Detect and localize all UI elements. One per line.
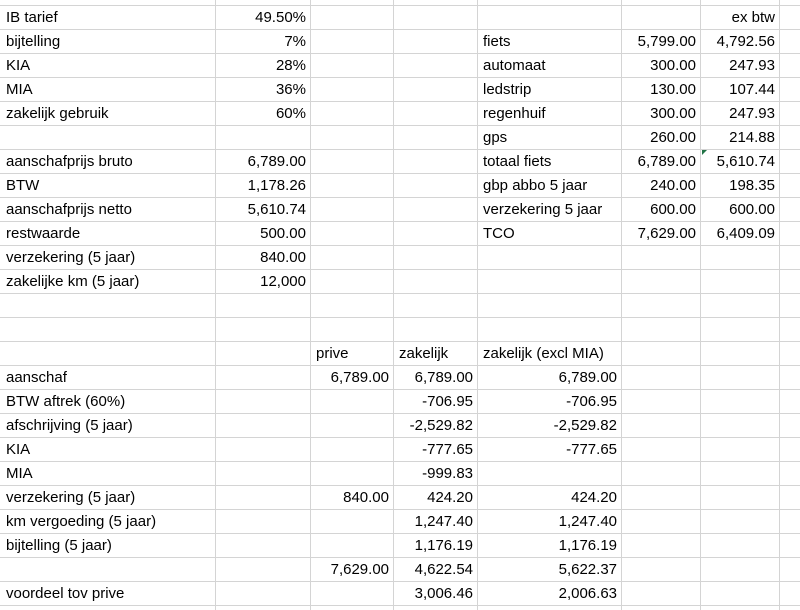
header-zakelijk-excl[interactable]: zakelijk (excl MIA): [483, 345, 604, 362]
comparison-label[interactable]: KIA: [6, 441, 31, 458]
cost-excl[interactable]: 600.00: [729, 201, 775, 218]
cost-incl[interactable]: 130.00: [650, 81, 696, 98]
param-label[interactable]: [0, 126, 215, 150]
comparison-label[interactable]: aanschaf: [6, 369, 67, 386]
cost-label[interactable]: automaat: [483, 57, 546, 74]
param-label[interactable]: aanschafprijs bruto: [6, 153, 133, 170]
cost-excl[interactable]: 214.88: [729, 129, 775, 146]
param-value[interactable]: 840.00: [260, 249, 306, 266]
cost-label[interactable]: totaal fiets: [483, 153, 552, 170]
prive-value[interactable]: [310, 582, 393, 606]
cost-incl[interactable]: 240.00: [650, 177, 696, 194]
cost-label[interactable]: regenhuif: [483, 105, 546, 122]
param-label[interactable]: restwaarde: [6, 225, 81, 242]
zakelijk-excl-value[interactable]: -2,529.82: [553, 417, 617, 434]
prive-value[interactable]: 840.00: [343, 489, 389, 506]
prive-value[interactable]: [310, 390, 393, 414]
cost-excl[interactable]: 5,610.74: [716, 153, 775, 170]
cost-incl[interactable]: 7,629.00: [637, 225, 696, 242]
zakelijk-value[interactable]: 1,247.40: [414, 513, 473, 530]
zakelijk-excl-value[interactable]: 6,789.00: [558, 369, 617, 386]
comparison-label[interactable]: [0, 558, 310, 582]
prive-value[interactable]: [310, 534, 393, 558]
cost-label[interactable]: ledstrip: [483, 81, 532, 98]
comparison-label[interactable]: voordeel tov prive: [6, 585, 125, 602]
cost-excl[interactable]: 247.93: [729, 57, 775, 74]
cost-label[interactable]: fiets: [483, 33, 511, 50]
param-value[interactable]: 28%: [275, 57, 306, 74]
zakelijk-excl-value[interactable]: [477, 462, 621, 486]
param-label[interactable]: IB tarief: [6, 9, 58, 26]
cost-incl[interactable]: 300.00: [650, 57, 696, 74]
param-value[interactable]: 12,000: [260, 273, 306, 290]
comparison-label[interactable]: MIA: [6, 465, 33, 482]
param-label[interactable]: MIA: [6, 81, 33, 98]
gridline: [779, 0, 780, 610]
zakelijk-value[interactable]: 1,176.19: [414, 537, 473, 554]
header-prive[interactable]: prive: [316, 345, 349, 362]
param-label[interactable]: BTW: [6, 177, 40, 194]
cost-label[interactable]: verzekering 5 jaar: [483, 201, 603, 218]
comparison-label[interactable]: afschrijving (5 jaar): [6, 417, 133, 434]
cost-excl[interactable]: 198.35: [729, 177, 775, 194]
param-label[interactable]: verzekering (5 jaar): [6, 249, 136, 266]
cost-incl[interactable]: 600.00: [650, 201, 696, 218]
zakelijk-value[interactable]: -706.95: [422, 393, 473, 410]
param-value[interactable]: 60%: [275, 105, 306, 122]
param-value[interactable]: 49.50%: [255, 9, 306, 26]
cost-incl[interactable]: 5,799.00: [637, 33, 696, 50]
prive-value[interactable]: [310, 510, 393, 534]
comparison-label[interactable]: km vergoeding (5 jaar): [6, 513, 157, 530]
comparison-label[interactable]: BTW aftrek (60%): [6, 393, 126, 410]
param-value[interactable]: 500.00: [260, 225, 306, 242]
zakelijk-excl-value[interactable]: 1,176.19: [558, 537, 617, 554]
cost-label[interactable]: TCO: [483, 225, 515, 242]
param-label[interactable]: bijtelling: [6, 33, 61, 50]
comparison-label[interactable]: verzekering (5 jaar): [6, 489, 136, 506]
param-value[interactable]: 1,178.26: [247, 177, 306, 194]
zakelijk-value[interactable]: -777.65: [422, 441, 473, 458]
cost-excl[interactable]: 4,792.56: [716, 33, 775, 50]
prive-total[interactable]: 7,629.00: [330, 561, 389, 578]
zakelijk-total[interactable]: 4,622.54: [414, 561, 473, 578]
cost-incl[interactable]: 6,789.00: [637, 153, 696, 170]
param-value[interactable]: 5,610.74: [247, 201, 306, 218]
zakelijk-excl-value[interactable]: 424.20: [571, 489, 617, 506]
param-value[interactable]: 36%: [275, 81, 306, 98]
param-value[interactable]: 7%: [284, 33, 306, 50]
param-label[interactable]: KIA: [6, 57, 31, 74]
prive-value[interactable]: [310, 462, 393, 486]
param-value[interactable]: 6,789.00: [247, 153, 306, 170]
param-label[interactable]: zakelijke km (5 jaar): [6, 273, 140, 290]
zakelijk-excl-total[interactable]: 5,622.37: [558, 561, 617, 578]
cost-excl[interactable]: 247.93: [729, 105, 775, 122]
gridline: [0, 317, 800, 318]
zakelijk-value[interactable]: 424.20: [427, 489, 473, 506]
zakelijk-value[interactable]: -999.83: [422, 465, 473, 482]
prive-value[interactable]: [310, 414, 393, 438]
zakelijk-excl-value[interactable]: -777.65: [566, 441, 617, 458]
cost-excl[interactable]: 107.44: [729, 81, 775, 98]
zakelijk-excl-advantage[interactable]: 2,006.63: [558, 585, 617, 602]
ex-btw-header[interactable]: ex btw: [731, 9, 775, 26]
zakelijk-value[interactable]: -2,529.82: [409, 417, 473, 434]
cost-incl[interactable]: 300.00: [650, 105, 696, 122]
zakelijk-advantage[interactable]: 3,006.46: [414, 585, 473, 602]
param-label[interactable]: aanschafprijs netto: [6, 201, 132, 218]
comparison-label[interactable]: bijtelling (5 jaar): [6, 537, 112, 554]
cost-excl[interactable]: 6,409.09: [716, 225, 775, 242]
header-zakelijk[interactable]: zakelijk: [399, 345, 449, 362]
prive-value[interactable]: [310, 438, 393, 462]
cost-incl[interactable]: 260.00: [650, 129, 696, 146]
zakelijk-excl-value[interactable]: 1,247.40: [558, 513, 617, 530]
zakelijk-excl-value[interactable]: -706.95: [566, 393, 617, 410]
param-label[interactable]: zakelijk gebruik: [6, 105, 109, 122]
zakelijk-value[interactable]: 6,789.00: [414, 369, 473, 386]
cost-label[interactable]: gbp abbo 5 jaar: [483, 177, 588, 194]
param-value[interactable]: [215, 126, 310, 150]
cost-label[interactable]: gps: [483, 129, 508, 146]
formula-warning-icon: [702, 150, 707, 155]
prive-value[interactable]: 6,789.00: [330, 369, 389, 386]
